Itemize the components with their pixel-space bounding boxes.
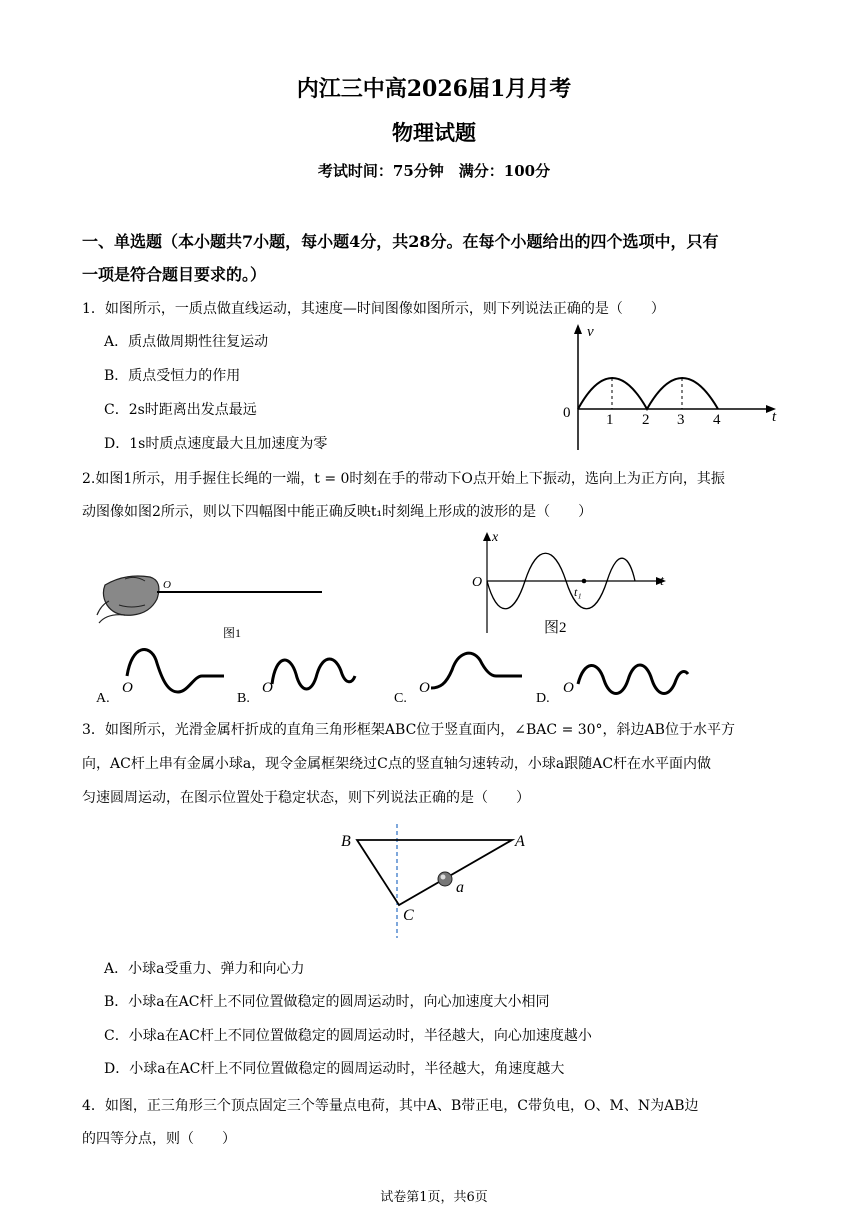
q1-x-label: t (772, 409, 777, 425)
q2-stem-line2: 动图像如图2所示，则以下四幅图中能正确反映t₁时刻绳上形成的波形的是（ ） (82, 504, 593, 520)
q1-y-label: v (587, 324, 594, 340)
q1-tick-2: 2 (642, 412, 650, 428)
q4-stem-line2: 的四等分点，则（ ） (82, 1131, 236, 1147)
q3-label-a: A (515, 833, 525, 850)
q1-option-c: C．2s时距离出发点最远 (104, 402, 257, 418)
q3-label-b: B (341, 833, 351, 850)
q2-fig2-y-label: x (492, 530, 499, 545)
q1-option-a: A．质点做周期性往复运动 (104, 334, 269, 350)
q3-option-d: D．小球a在AC杆上不同位置做稳定的圆周运动时，半径越大，角速度越大 (104, 1061, 565, 1077)
q4-stem-line1: 4．如图，正三角形三个顶点固定三个等量点电荷，其中A、B带正电，C带负电，O、M、N为AB边 (82, 1098, 699, 1114)
q2-stem-line1: 2.如图1所示，用手握住长绳的一端，t = 0时刻在手的带动下O点开始上下振动，选向上为正方向，其振 (82, 471, 725, 487)
q2-fig2-x-label: t (660, 574, 664, 589)
q2-choice-a-origin: O (122, 680, 133, 696)
q2-fig1-caption: 图1 (223, 626, 242, 640)
q2-choice-d-label: D. (536, 691, 550, 706)
q1-vt-graph (560, 320, 790, 455)
q2-fig1-point-o: O (163, 579, 171, 591)
q2-fig2-origin: O (472, 575, 483, 590)
q3-option-b: B．小球a在AC杆上不同位置做稳定的圆周运动时，向心加速度大小相同 (104, 994, 550, 1010)
q1-stem: 1．如图所示，一质点做直线运动，其速度—时间图像如图所示，则下列说法正确的是（ ） (82, 301, 665, 317)
q3-stem-line3: 匀速圆周运动，在图示位置处于稳定状态，则下列说法正确的是（ ） (82, 790, 530, 806)
page-footer: 试卷第1页，共6页 (380, 1190, 488, 1205)
q1-option-b: B．质点受恒力的作用 (104, 368, 241, 384)
exam-info: 考试时间：75分钟 满分：100分 (317, 162, 551, 180)
q2-choice-d-origin: O (563, 680, 574, 696)
q2-choice-a-label: A. (96, 691, 110, 706)
q2-figure-1-hand-rope (95, 565, 335, 650)
q1-option-d: D．1s时质点速度最大且加速度为零 (104, 436, 328, 452)
q2-fig2-caption: 图2 (544, 620, 567, 636)
q1-tick-3: 3 (677, 412, 685, 428)
q3-label-c: C (403, 907, 414, 924)
q3-option-c: C．小球a在AC杆上不同位置做稳定的圆周运动时，半径越大，向心加速度越小 (104, 1028, 592, 1044)
q2-choice-c-label: C. (394, 691, 407, 706)
q2-figure-2-graph (470, 528, 675, 638)
q3-label-ball: a (456, 879, 464, 896)
q2-choice-c-origin: O (419, 680, 430, 696)
q1-origin-label: 0 (563, 405, 571, 421)
q1-tick-1: 1 (606, 412, 614, 428)
q3-triangle-figure (335, 820, 545, 942)
subject-title: 物理试题 (392, 120, 476, 145)
q2-fig2-t1: t₁ (574, 585, 582, 599)
exam-title: 内江三中高2026届1月月考 (296, 76, 572, 102)
q2-choice-b-origin: O (262, 680, 273, 696)
section-heading-line2: 一项是符合题目要求的。） (82, 265, 267, 284)
q3-stem-line2: 向，AC杆上串有金属小球a，现令金属框架绕过C点的竖直轴匀速转动，小球a跟随AC杆在水平面内做 (82, 756, 712, 772)
q2-choice-figures (90, 640, 710, 710)
section-heading-line1: 一、单选题（本小题共7小题，每小题4分，共28分。在每个小题给出的四个选项中，只有 (82, 232, 719, 251)
q3-stem-line1: 3．如图所示，光滑金属杆折成的直角三角形框架ABC位于竖直面内，∠BAC = 30°，斜边AB位于水平方 (82, 722, 735, 738)
q2-choice-b-label: B. (237, 691, 250, 706)
q1-tick-4: 4 (713, 412, 721, 428)
q3-option-a: A．小球a受重力、弹力和向心力 (104, 961, 305, 977)
